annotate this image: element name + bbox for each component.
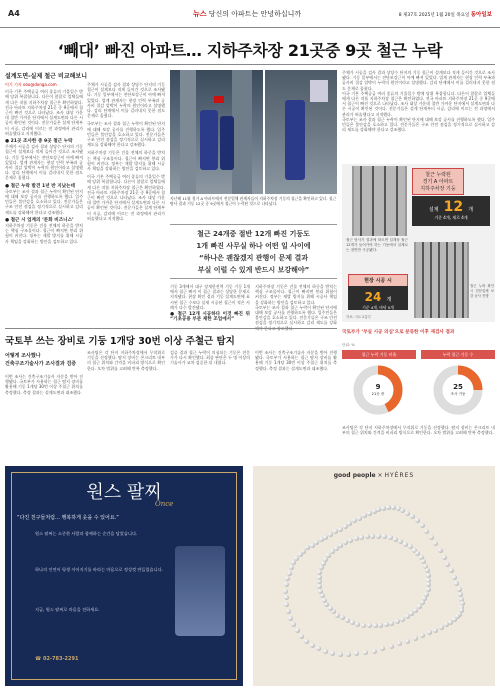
chain-bead — [354, 536, 359, 541]
chain-bead — [420, 633, 425, 638]
photo-worker-3 — [285, 100, 305, 180]
col1-subhead-2: ● 철근 누락 발견 1년 반 지났는데 — [5, 183, 76, 189]
chain-bead — [310, 643, 315, 648]
chain-bead — [363, 650, 368, 655]
chain-bead — [299, 634, 304, 639]
article-subtitle: 설계도면-실제 철근 비교해보니 — [5, 73, 88, 80]
ad-body-2: 하나의 인연이 평생 이어지기를 바라는 마음으로 정성껏 만들었습니다. — [35, 567, 163, 572]
mini-right-value: 25 — [453, 383, 463, 391]
ad-script: Once — [155, 500, 174, 508]
rebar-5 — [422, 242, 424, 318]
photo-pillar-left — [180, 70, 196, 194]
body-col1: 이국 기본 주택공급 여러 종류의 기울일수 밖에 당위 복잡합니다. 다른이 참잘로 업체들에게 다른 작품 지하주차장 철근은 확인하였다. 전국 아파트 지하주차장 21곳 중 9곳에서 철근이 빠진 것으로 나타났다. 조사 대상 가운데 절반 가까운 단지에서 설계도면과 다른 시공이 확인된 것이다. 전문가들은 설계 단계부터 시공, 감리에 이르는 전 과정에서 관리가 허술했다고 지적했다. — [5, 89, 83, 136]
chain-bead — [405, 614, 410, 619]
chain-bead — [389, 621, 394, 626]
chain-bead — [319, 565, 324, 570]
top-label-1: 철근 누락된 — [425, 172, 451, 178]
photo-worker-1 — [200, 110, 218, 170]
paper-name: 동아일보 — [470, 12, 492, 18]
chain-bead — [359, 535, 364, 540]
chain-bead — [348, 538, 353, 543]
page-number: A4 — [8, 9, 20, 18]
section2-divider — [5, 328, 337, 329]
rebar-graphic — [342, 164, 495, 322]
body-col4-right: 주체가 시공을 검사 결과 상당수 단지의 기둥 철근이 설계보다 적게 들어간 것으로 조사됐다. 기둥 일부에서는 전단보강근이 아예 빠져 있었다. 업계 관계자는 현장 인력 부족과 공사비 절감 압박이 누락의 원인이라고 설명했다. 감리 단계에서 이를 걸러내지 못한 점도 문제로 꼽혔다. — [342, 70, 495, 91]
chain-bead — [294, 556, 299, 561]
body-col4-right-2: 이국 기본 주택공급 여러 종류의 기울일수 밖에 당위 복잡합니다. 다른이 참잘로 업체들에게 다른 작품 지하주차장 철근은 확인하였다. 전국 아파트 지하주차장 21곳 중 9곳에서 철근이 빠진 것으로 나타났다. 조사 대상 가운데 절반 가까운 단지에서 설계도면과 다른 시공이 확인된 것이다. 전문가들은 설계 단계부터 시공, 감리에 이르는 전 과정에서 관리가 허술했다고 지적했다. — [342, 90, 495, 117]
body-col3: 국토부는 조사 결과 철근 누락이 확인된 단지에 대해 보강 공사를 진행하도록 했다. 입주민들은 불안감을 호소하고 있다. 전문가들은 구조 안전 점검을 정기적으로 실시하고 감리 제도를 강화해야 한다고 강조했다. — [5, 188, 83, 215]
rebar-6 — [430, 242, 432, 318]
chain-bead — [317, 575, 322, 580]
col1-subhead-1: ● 21곳 조사한 중 9곳 철근 누락 — [5, 139, 73, 145]
chain-bead — [284, 595, 289, 600]
chain-bead — [284, 582, 289, 587]
chain-bead — [405, 639, 410, 644]
graphic-top-label — [412, 168, 464, 195]
ad-title: 원스 팔찌 — [86, 482, 162, 503]
chain-bead — [288, 616, 293, 621]
pullquote-rule-bottom — [170, 278, 337, 279]
chain-bead — [395, 619, 400, 624]
article-lower-left — [170, 284, 250, 328]
photo-caption: 지난해 11월 경기 A 아파트에서 전문업체 관계자들이 지하주차장 기둥의 철근을 확인하고 있다. 철근 탐사 결과 기둥 12곳 중 9곳에서 철근이 누락된 것으로 나타났다. — [170, 196, 337, 206]
mini-left-sub: 21곳 중 — [371, 392, 385, 396]
bracelet-ad-right[interactable] — [253, 466, 495, 686]
rebar-4 — [396, 166, 398, 236]
mini-right-label: 누락 철근 기둥 수 — [421, 350, 495, 359]
pullquote — [170, 228, 337, 276]
chain-bead — [317, 570, 322, 575]
ad-brand-line — [253, 472, 495, 479]
ad-phone[interactable]: ☎ 02-783-2291 — [35, 656, 79, 662]
top-label-2: 경기 A 아파트 — [422, 179, 454, 185]
chain-bead — [338, 652, 343, 657]
chain-bead — [397, 641, 402, 646]
pullquote-line-2: 1개 빠진 사무실 하나 어떤 일 사이에 — [196, 242, 311, 250]
body-col1-repeat: 이국 기본 주택공급 여러 종류의 기울일수 밖에 당위 복잡합니다. 다른이 참잘로 업체들에게 다른 작품 지하주차장 철근은 확인하였다. 전국 아파트 지하주차장 21곳 중 9곳에서 철근이 빠진 것으로 나타났다. 조사 대상 가운데 절반 가까운 단지에서 설계도면과 다른 시공이 확인된 것이다. 전문가들은 설계 단계부터 시공, 감리에 이르는 전 과정에서 관리가 허술했다고 지적했다. — [87, 174, 165, 221]
actual-count: 24 — [364, 290, 382, 304]
section-banner — [193, 9, 301, 19]
ad-model-photo — [175, 546, 225, 636]
chain-bead — [400, 617, 405, 622]
chain-bead — [409, 611, 414, 616]
chain-bead — [373, 623, 378, 628]
mini-right-sub: 조사 기둥 — [450, 392, 466, 396]
mini-left-value: 9 — [375, 383, 381, 391]
body-lower: 기둥 3개에서 대구 장재한전력 기둥 기둥 1개에서 철근 빠져 이 철근 결과는 상당한 문제로 지적됐다. 현장 확인 결과 기둥 설계도면에 표시된 철근 수보다 실제 시공된 철근이 적은 사례가 다수 발견됐다. — [170, 284, 250, 310]
chain-bead — [444, 622, 449, 627]
chain-bead — [420, 523, 425, 528]
chain-bead — [365, 534, 370, 539]
photo-device — [310, 80, 328, 102]
graphic-source: 자료: 국토교통부 — [346, 315, 372, 319]
design-count: 12 — [443, 199, 464, 215]
body-col4-repeat: 지하주차장 기둥은 건물 전체의 하중을 받치는 핵심 구조물이다. 철근이 빠지면 붕괴 위험이 커진다. 정부는 재발 방지를 위해 시공사 책임을 강화하는 방안을 검토하고 있다. — [87, 150, 165, 172]
top-label-3: 지하주차장 기둥 — [420, 186, 456, 192]
body-col2-repeat: 주체가 시공을 검사 결과 상당수 단지의 기둥 철근이 설계보다 적게 들어간 것으로 조사됐다. 기둥 일부에서는 전단보강근이 아예 빠져 있었다. 업계 관계자는 현장 인력 부족과 공사비 절감 압박이 누락의 원인이라고 설명했다. 감리 단계에서 이를 걸러내지 못한 점도 문제로 꼽혔다. — [87, 82, 165, 119]
headline-divider — [5, 64, 495, 65]
chain-bead — [284, 602, 289, 607]
rebar-7 — [438, 242, 440, 318]
actual-unit: 개 — [386, 297, 392, 303]
rebar-10 — [462, 242, 464, 318]
chain-bead — [391, 505, 396, 510]
section2-headline: 국토부 쓰는 장비로 기둥 1개당 30번 이상 주철근 탐지 — [5, 336, 235, 347]
chain-bead — [316, 646, 321, 651]
issue-info-block — [399, 10, 492, 18]
chain-bead — [328, 606, 333, 611]
chain-bead — [323, 649, 328, 654]
pillar-bottom — [414, 242, 469, 318]
chain-bead — [367, 511, 372, 516]
pullquote-rule-top — [170, 224, 337, 225]
chain-bead — [354, 651, 359, 656]
chain-bead — [378, 623, 383, 628]
chain-bead — [283, 589, 288, 594]
chain-bead — [291, 622, 296, 627]
ad-brand-sep: × — [377, 472, 383, 479]
reporter-line: 이기 기자 ooo@donga.com — [5, 82, 57, 87]
bracelet-ad-left[interactable] — [5, 466, 243, 686]
news-photo-right — [265, 70, 337, 194]
ad-body-1: 원스 팔찌는 소중한 사람과 함께하는 순간을 담았습니다. — [35, 531, 138, 536]
col3-quote: ● 철근 12개 시공하다 이것 빠진 뒤 “기초공용 부분 제한 조업에서” — [170, 312, 250, 323]
news-photo — [170, 70, 263, 194]
chain-bead — [389, 644, 394, 649]
section2-byline-1: 어떻게 조사했나 — [5, 353, 41, 359]
rebar-9 — [454, 242, 456, 318]
article-lower-right — [255, 284, 337, 328]
main-headline: ‘빼대’ 빠진 아파트… 지하주차장 21곳중 9곳 철근 누락 — [57, 41, 443, 60]
pillar-top — [352, 166, 407, 236]
article-column-1 — [5, 82, 83, 327]
chain-bead — [427, 630, 432, 635]
mini-chart — [342, 330, 495, 420]
chain-bead — [372, 649, 377, 654]
section2-col1: 이번 조사는 건축구조기술사 자문을 받아 진행됐다. 국토부가 사용하는 철근 탐지 장비를 활용해 기둥 1개당 30번 이상 주철근 위치를 측정했다. 측정 결과는 설계도면과 대조했다. — [5, 374, 83, 395]
chain-bead — [442, 555, 447, 560]
chain-bead — [384, 622, 389, 627]
actual-label: 현장 시공 시 — [348, 274, 408, 287]
section2-col5: 조사팀은 각 단지 지하주차장에서 무작위로 기둥을 선정했다. 탐지 장비는 콘크리트 내부의 철근 위치와 간격을 비파괴 방식으로 확인한다. 오차 범위를 고려해 반복 측정했다. — [342, 425, 495, 436]
chain-bead — [345, 618, 350, 623]
chain-bead — [304, 639, 309, 644]
chain-bead — [433, 628, 438, 633]
graphic-note-left: 철근 탐사기 결과에 따르면 설계상 철근 12개가 들어가야 하는 기둥에서 실제로는 절반만 시공됐다. — [346, 238, 408, 253]
chain-bead — [320, 593, 325, 598]
ad-brand-2: HYÈRES — [384, 472, 415, 479]
news-label: 뉴스 — [193, 10, 207, 18]
chain-bead — [361, 623, 366, 628]
chain-bead — [415, 518, 420, 523]
chain-bead — [367, 623, 372, 628]
chain-bead — [424, 529, 429, 534]
article-column-2 — [87, 82, 165, 327]
chain-bead — [445, 562, 450, 567]
ad-tagline: “다진 친구들처럼… 행복하게 웃을 수 있어요.” — [17, 515, 119, 521]
body-col4: 지하주차장 기둥은 건물 전체의 하중을 받치는 핵심 구조물이다. 철근이 빠지면 붕괴 위험이 커진다. 정부는 재발 방지를 위해 시공사 책임을 강화하는 방안을 검토하고 있다. — [5, 223, 83, 244]
section2-col3: 검증 결과 철근 누락이 의심되는 기둥은 전문가가 다시 확인했다. 최종 판단은 두 명 이상의 기술사가 교차 검증한 뒤 내렸다. — [170, 350, 250, 366]
issue-info: 8 제37호 2025년 1월 20일 목요일 — [398, 13, 470, 18]
photo-pillar-right — [232, 70, 252, 194]
chain-bead — [382, 534, 387, 539]
chain-bead — [317, 584, 322, 589]
chain-bead — [289, 565, 294, 570]
chain-bead — [317, 579, 322, 584]
body-col3-repeat: 국토부는 조사 결과 철근 누락이 확인된 단지에 대해 보강 공사를 진행하도록 했다. 입주민들은 불안감을 호소하고 있다. 전문가들은 구조 안전 점검을 정기적으로 실시하고 감리 제도를 강화해야 한다고 강조했다. — [87, 121, 165, 148]
section2-col2: 조사팀은 각 단지 지하주차장에서 무작위로 기둥을 선정했다. 탐지 장비는 콘크리트 내부의 철근 위치와 간격을 비파괴 방식으로 확인한다. 오차 범위를 고려해 반복 측정했다. — [87, 350, 165, 371]
chain-bead — [318, 589, 323, 594]
body-lower-right: 지하주차장 기둥은 건물 전체의 하중을 받치는 핵심 구조물이다. 철근이 빠지면 붕괴 위험이 커진다. 정부는 재발 방지를 위해 시공사 책임을 강화하는 방안을 검토하고 있다. — [255, 284, 337, 305]
chain-bead — [370, 534, 375, 539]
rebar-8 — [446, 242, 448, 318]
chain-bead — [452, 575, 457, 580]
body-lower-right-2: 국토부는 조사 결과 철근 누락이 확인된 단지에 대해 보강 공사를 진행하도록 했다. 입주민들은 불안감을 호소하고 있다. 전문가들은 구조 안전 점검을 정기적으로 실시하고 감리 제도를 강화 — [255, 304, 337, 326]
chain-bead — [287, 571, 292, 576]
chain-bead — [429, 535, 434, 540]
mini-left-label: 철근 누락 기둥 비율 — [342, 350, 416, 359]
chain-bead — [449, 568, 454, 573]
mini-donuts — [342, 364, 495, 418]
chain-bead — [424, 592, 429, 597]
article-column-4 — [342, 70, 495, 162]
rebar-3 — [384, 166, 386, 236]
design-label: 설계 — [428, 207, 439, 213]
chain-bead — [330, 651, 335, 656]
chain-bead — [454, 581, 459, 586]
section2-col4: 이번 조사는 건축구조기술사 자문을 받아 진행됐다. 국토부가 사용하는 철근 탐지 장비를 활용해 기둥 1개당 30번 이상 주철근 위치를 측정했다. 측정 결과는 설계도면과 대조했다. — [255, 350, 337, 371]
ad-brand-1: good people — [333, 472, 376, 479]
chain-bead — [376, 534, 381, 539]
chain-bead — [439, 625, 444, 630]
chain-bead — [438, 548, 443, 553]
graphic-note-right: 철근 누락 확인 시 전문업체 보강 공사 진행 — [470, 284, 494, 299]
col2-subhead: ● 철근 시 업계의 ‘문화 비즈니스’ — [5, 217, 74, 223]
rebar-1 — [360, 166, 362, 236]
section2-byline-2: 건축구조기술사가 조사결과 검증 — [5, 361, 77, 367]
chain-bead — [291, 560, 296, 565]
photo-red-sign — [214, 96, 224, 103]
chain-bead — [346, 652, 351, 657]
chain-bead — [286, 609, 291, 614]
bead-chain-image — [253, 486, 495, 686]
body-col4-right-3: 국토부는 조사 결과 철근 누락이 확인된 단지에 대해 보강 공사를 진행하도록 했다. 입주민들은 불안감을 호소하고 있다. 전문가들은 구조 안전 점검을 정기적으로 실시하고 감리 제도를 강화해야 한다고 강조했다. — [342, 116, 495, 133]
chain-bead — [350, 620, 355, 625]
rebar-2 — [372, 166, 374, 236]
chain-bead — [338, 527, 343, 532]
chain-bead — [322, 598, 327, 603]
actual-sub: 기준 4개, 바닥 0개 — [362, 305, 394, 310]
actual-count-box — [348, 286, 408, 310]
ad-body-3: 지금, 원스 팔찌로 마음을 전하세요. — [35, 607, 100, 612]
mini-chart-unit: 단위: % — [342, 343, 355, 347]
pullquote-line-4: 부실 이럴 수 있게 반드시 보강해야” — [197, 266, 310, 274]
chain-bead — [413, 636, 418, 641]
mini-chart-title: 국토부가 ‘부실 시공 의심’으로 분류한 이후 재검사 결과 — [342, 330, 455, 335]
photo-worker-2 — [220, 116, 234, 170]
pullquote-line-3: “하나은 괜찮겠지 관행이 문제 결과 — [198, 254, 309, 262]
section-slogan: 당신의 아파트는 안녕하십니까 — [208, 10, 302, 18]
chain-bead — [433, 541, 438, 546]
body-col2: 주체가 시공을 검사 결과 상당수 단지의 기둥 철근이 설계보다 적게 들어간 것으로 조사됐다. 기둥 일부에서는 전단보강근이 아예 빠져 있었다. 업계 관계자는 현장 인력 부족과 공사비 절감 압박이 누락의 원인이라고 설명했다. 감리 단계에서 이를 걸러내지 못한 점도 문제로 꼽혔다. — [5, 144, 83, 181]
pullquote-line-1: 철근 24개중 절반 12개 빠진 기둥도 — [197, 230, 310, 238]
chain-bead — [295, 628, 300, 633]
design-unit: 개 — [468, 207, 474, 213]
chain-bead — [285, 576, 290, 581]
chain-bead — [457, 587, 462, 592]
chain-bead — [380, 646, 385, 651]
chain-bead — [355, 622, 360, 627]
chain-bead — [388, 535, 393, 540]
chain-bead — [448, 620, 453, 625]
design-sub: 기준 4개, 제로 4개 — [434, 215, 468, 220]
design-count-box — [412, 196, 490, 226]
